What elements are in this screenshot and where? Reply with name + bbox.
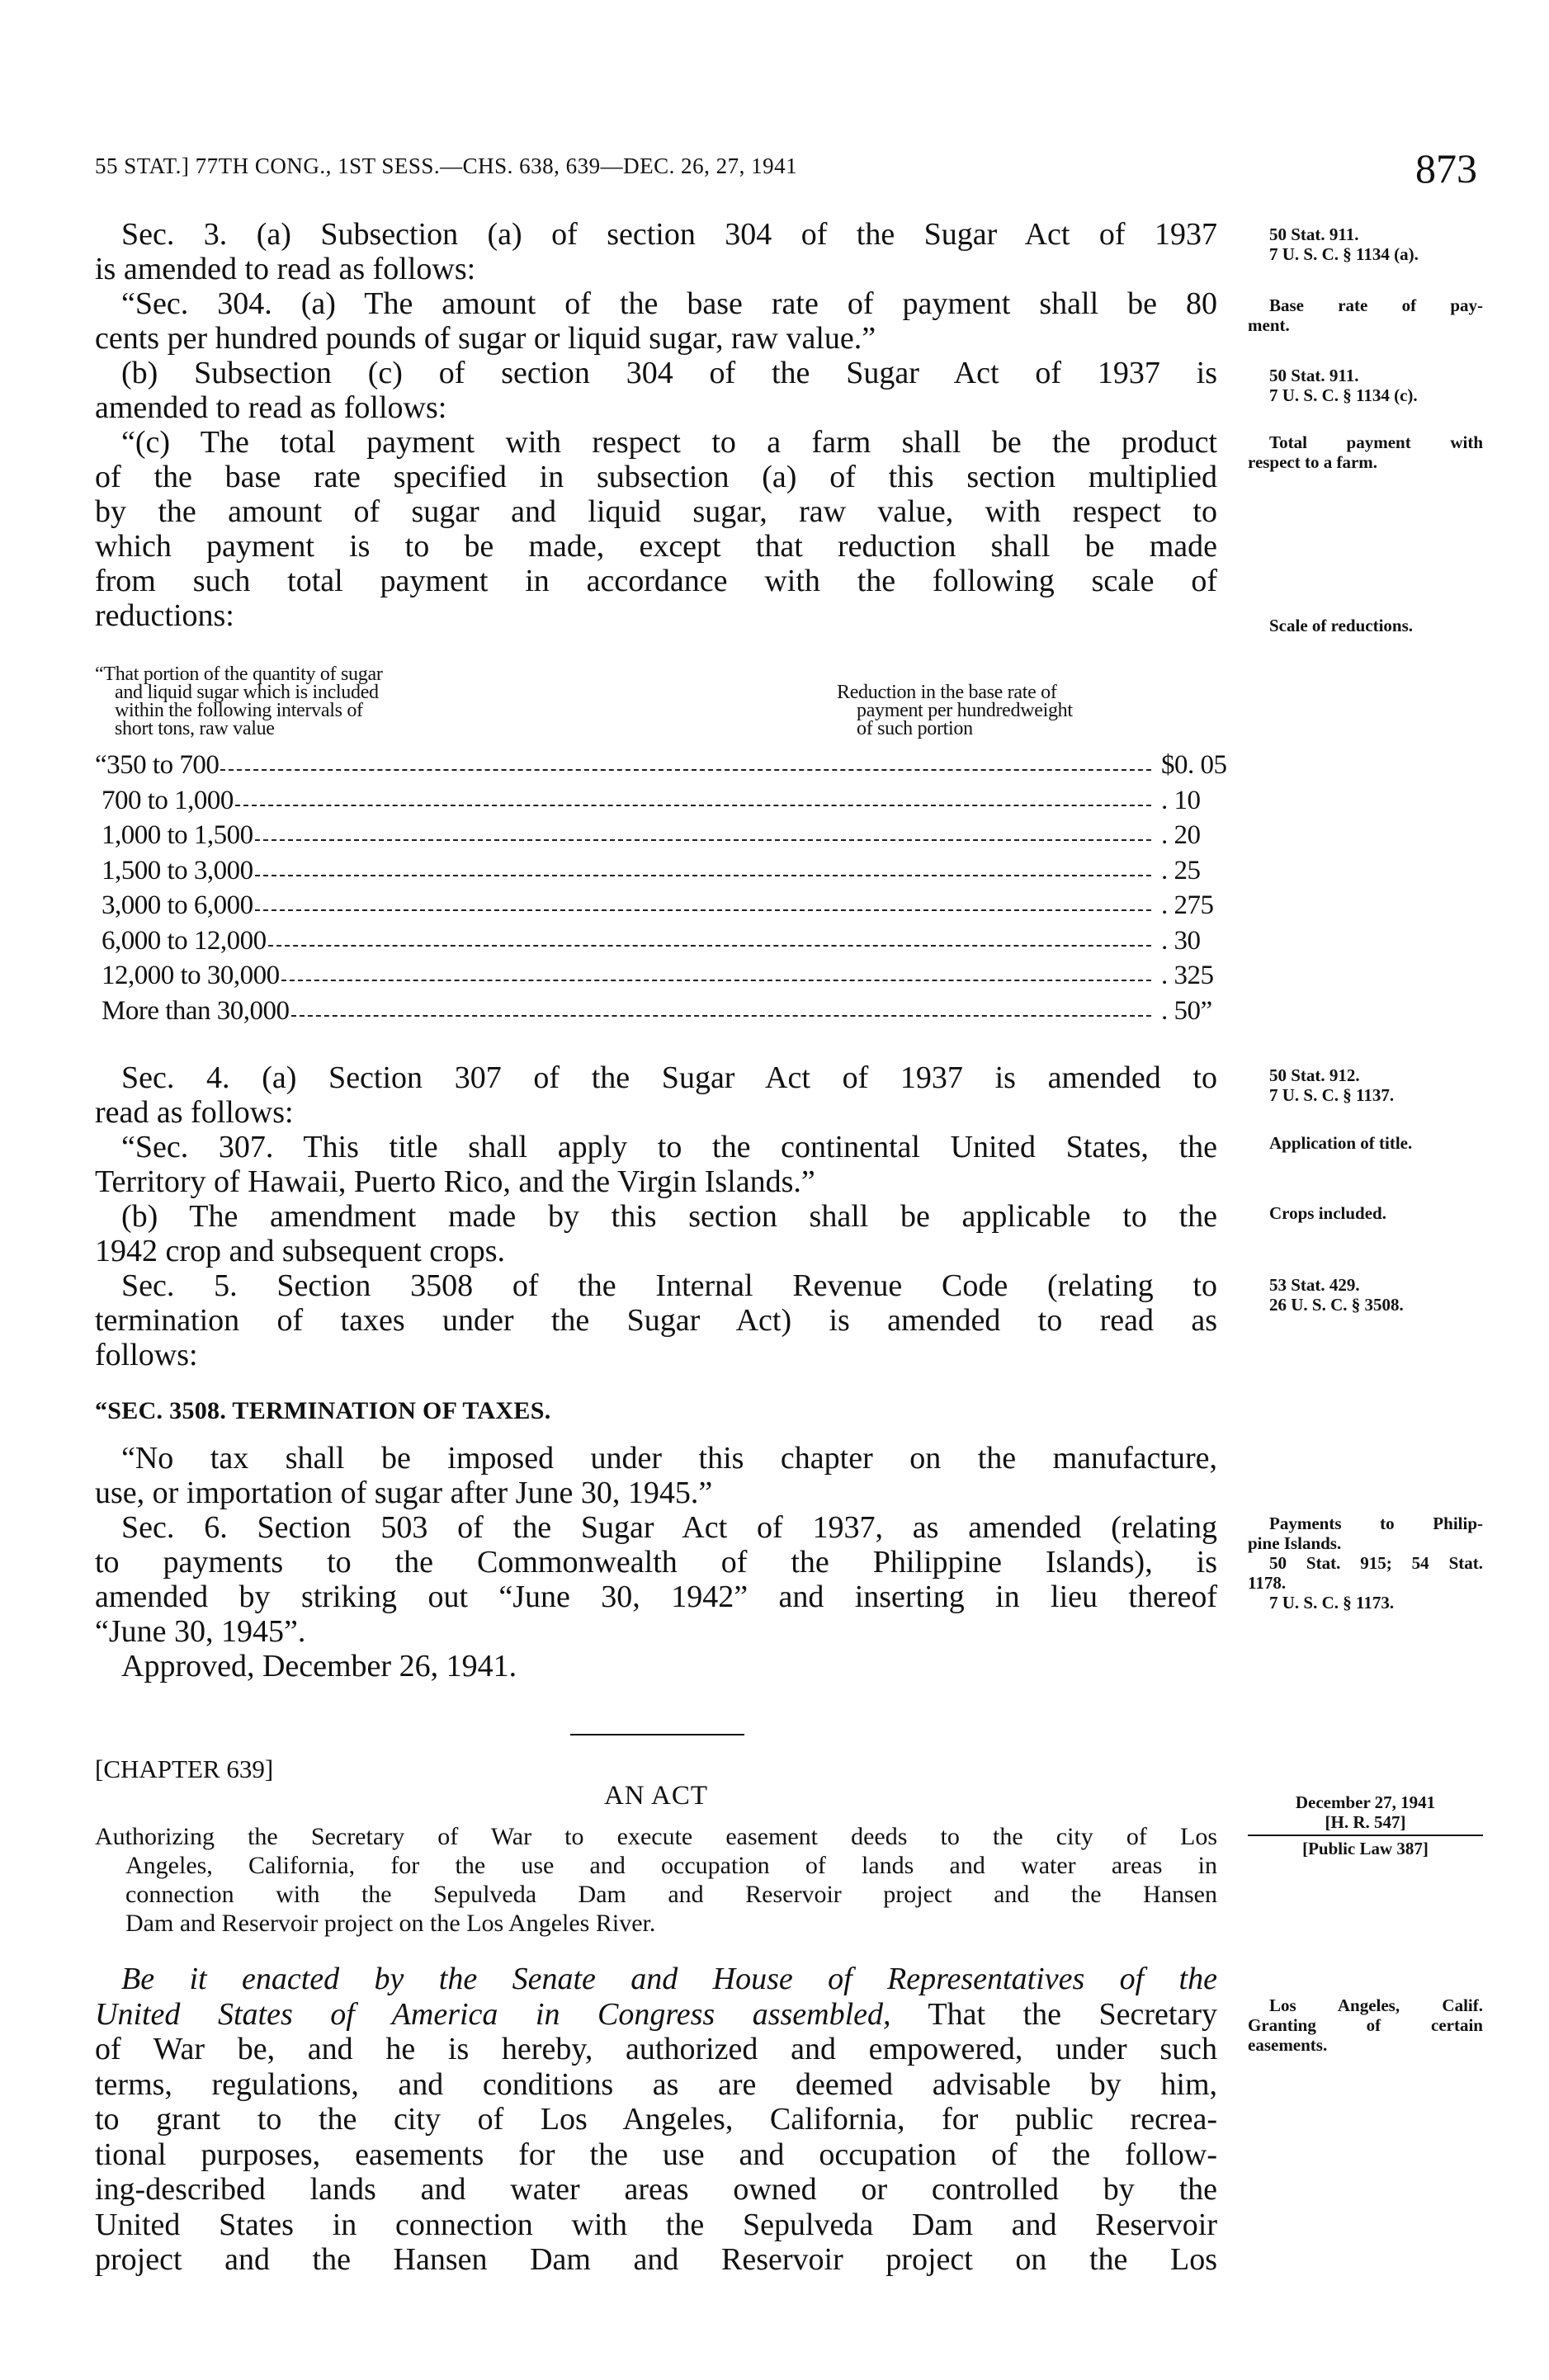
text-line: to payments to the Commonwealth of the Philippine Islands), is	[95, 1545, 1217, 1580]
dot-leader	[220, 769, 1151, 771]
header-line: “That portion of the quantity of sugar	[95, 663, 383, 685]
margin-note-line: ment.	[1248, 315, 1290, 335]
summary-line: connection with the Sepulveda Dam and Reservoir project and the Hansen	[125, 1881, 1217, 1908]
text-line: ing-described lands and water areas owned or controlled by the	[95, 2172, 1217, 2207]
margin-note-line: Scale of reductions.	[1269, 616, 1414, 635]
dot-leader	[291, 1015, 1151, 1017]
interval-range: 12,000 to 30,000	[102, 961, 280, 990]
margin-note	[1248, 1203, 1483, 1223]
margin-note-line: 7 U. S. C. § 1137.	[1269, 1085, 1395, 1105]
text-line: (b) Subsection (c) of section 304 of the Sugar Act of 1937 is	[121, 356, 1217, 390]
text-line: is amended to read as follows:	[95, 252, 476, 286]
text-line: of the base rate specified in subsection (a) of this section multiplied	[95, 460, 1217, 494]
an-act-title: AN ACT	[603, 1781, 709, 1811]
reduction-value: $0. 05	[1161, 750, 1227, 780]
text-line: project and the Hansen Dam and Reservoir project on the Los	[95, 2242, 1217, 2277]
text-line: of War be, and he is hereby, authorized and empowered, under such	[95, 2032, 1217, 2066]
text-line: Approved, December 26, 1941.	[121, 1649, 517, 1683]
text-line: Sec. 4. (a) Section 307 of the Sugar Act of 1937 is amended to	[121, 1060, 1217, 1095]
text-line: Sec. 6. Section 503 of the Sugar Act of 1937, as amended (relating	[121, 1510, 1217, 1545]
reduction-table	[95, 748, 1227, 1028]
chapter-label: [CHAPTER 639]	[95, 1754, 274, 1783]
text-line: read as follows:	[95, 1095, 294, 1130]
table-header-right	[837, 683, 1217, 738]
dot-leader	[255, 839, 1151, 841]
dot-leader	[255, 875, 1151, 876]
text-line: United States in connection with the Sepulveda Dam and Reservoir	[95, 2207, 1217, 2242]
margin-note	[1248, 432, 1483, 472]
dot-leader	[235, 805, 1151, 806]
header-line: and liquid sugar which is included	[115, 682, 379, 703]
margin-note	[1248, 366, 1483, 405]
text-line: (b) The amendment made by this section shall be applicable to the	[121, 1199, 1217, 1234]
header-line: within the following intervals of	[115, 700, 363, 721]
margin-note-line: pine Islands.	[1248, 1533, 1342, 1553]
text-line: “Sec. 304. (a) The amount of the base rate of payment shall be 80	[121, 286, 1217, 321]
text-line: “Sec. 307. This title shall apply to the continental United States, the	[121, 1130, 1217, 1164]
text-line: tional purposes, easements for the use and occupation of the follow-	[95, 2137, 1217, 2172]
margin-note-line: Application of title.	[1269, 1133, 1413, 1153]
section-4-5	[95, 1060, 1217, 1372]
reduction-value: . 10	[1161, 785, 1201, 815]
reduction-value: . 25	[1161, 855, 1201, 885]
interval-range: 3,000 to 6,000	[102, 890, 253, 920]
interval-range: 1,000 to 1,500	[102, 820, 253, 850]
text-line: which payment is to be made, except that reduction shall be made	[95, 529, 1217, 564]
bill-rule	[1248, 1835, 1483, 1836]
public-law-number: [Public Law 387]	[1302, 1839, 1429, 1858]
margin-note	[1248, 1513, 1483, 1613]
table-header-left	[95, 665, 557, 738]
margin-note	[1248, 1065, 1483, 1105]
text-line: “(c) The total payment with respect to a farm shall be the product	[121, 425, 1217, 460]
margin-note-line: 50 Stat. 911.	[1269, 366, 1359, 385]
table-row	[95, 994, 1217, 1029]
margin-note-line: Payments to Philip-	[1269, 1513, 1483, 1533]
summary-line: Angeles, California, for the use and occupation of lands and water areas in	[125, 1852, 1217, 1879]
bill-number: [H. R. 547]	[1325, 1812, 1406, 1832]
margin-note-line: 53 Stat. 429.	[1269, 1275, 1360, 1295]
interval-range: “350 to 700	[95, 750, 220, 780]
reduction-value: . 20	[1161, 820, 1201, 850]
text-line: to grant to the city of Los Angeles, California, for public recrea-	[95, 2102, 1217, 2137]
text-line: cents per hundred pounds of sugar or liquid sugar, raw value.”	[95, 321, 876, 356]
enacting-line-italic: United States of America in Congress assembled,	[95, 1996, 891, 2032]
margin-note	[1248, 1275, 1483, 1315]
divider-rule	[570, 1734, 744, 1735]
text-line: 1942 crop and subsequent crops.	[95, 1234, 506, 1268]
margin-note-line: Los Angeles, Calif.	[1269, 1995, 1483, 2015]
interval-range: 700 to 1,000	[102, 785, 234, 815]
text-line: “June 30, 1945”.	[95, 1614, 306, 1649]
margin-note-line: 7 U. S. C. § 1173.	[1269, 1593, 1395, 1613]
dot-leader	[268, 945, 1151, 947]
header-line: short tons, raw value	[115, 718, 275, 739]
section-3508-text	[95, 1441, 1217, 1510]
header-line: Reduction in the base rate of	[837, 682, 1057, 703]
header-line: of such portion	[857, 718, 973, 739]
margin-note-line: 26 U. S. C. § 3508.	[1269, 1295, 1404, 1315]
interval-range: 1,500 to 3,000	[102, 855, 253, 885]
act-summary	[95, 1822, 1217, 1938]
page-number: 873	[1415, 145, 1477, 191]
enacting-clause	[95, 1962, 1217, 2278]
enacting-line: Be it enacted by the Senate and House of Representatives of the	[121, 1962, 1217, 1996]
text-line: amended by striking out “June 30, 1942” and inserting in lieu thereof	[95, 1580, 1217, 1614]
text-line: Territory of Hawaii, Puerto Rico, and the Virgin Islands.”	[95, 1164, 815, 1199]
text-line: terms, regulations, and conditions as are deemed advisable by him,	[95, 2066, 1217, 2102]
table-row	[95, 958, 1217, 994]
summary-line: Authorizing the Secretary of War to execute easement deeds to the city of Los	[95, 1823, 1217, 1850]
margin-note	[1248, 224, 1483, 264]
text-line: follows:	[95, 1338, 198, 1372]
table-row	[95, 888, 1217, 923]
section-3	[95, 217, 1217, 633]
running-head: 55 STAT.] 77TH CONG., 1ST SESS.—CHS. 638, 639—DEC. 26, 27, 1941	[95, 153, 798, 178]
margin-note	[1248, 1995, 1483, 2055]
table-row	[95, 923, 1217, 959]
reduction-value: . 30	[1161, 925, 1201, 956]
margin-note	[1248, 295, 1483, 335]
interval-range: More than 30,000	[102, 995, 290, 1026]
margin-note-line: Granting of certain	[1248, 2015, 1483, 2035]
table-row	[95, 853, 1217, 889]
text-line: Sec. 3. (a) Subsection (a) of section 304 of the Sugar Act of 1937	[121, 217, 1217, 252]
margin-note	[1248, 616, 1483, 635]
margin-note-line: 50 Stat. 912.	[1269, 1065, 1360, 1085]
approval-date: December 27, 1941	[1295, 1792, 1436, 1812]
text-line: Sec. 5. Section 3508 of the Internal Revenue Code (relating to	[121, 1268, 1217, 1303]
margin-note-line: respect to a farm.	[1248, 452, 1378, 472]
margin-note-line: Base rate of pay-	[1269, 295, 1483, 315]
interval-range: 6,000 to 12,000	[102, 925, 267, 956]
margin-note-line: Total payment with	[1269, 432, 1483, 452]
margin-note-line: 7 U. S. C. § 1134 (c).	[1269, 385, 1418, 405]
table-row	[95, 818, 1217, 853]
margin-note-line: easements.	[1248, 2035, 1328, 2055]
dot-leader	[255, 909, 1151, 911]
bill-info	[1248, 1792, 1483, 1858]
text-line: reductions:	[95, 598, 234, 633]
text-line: from such total payment in accordance with the following scale of	[95, 564, 1217, 598]
text-line: use, or importation of sugar after June 30, 1945.”	[95, 1476, 713, 1510]
summary-line: Dam and Reservoir project on the Los Angeles River.	[125, 1910, 656, 1937]
dot-leader	[281, 980, 1151, 981]
text-line: termination of taxes under the Sugar Act) is amended to read as	[95, 1303, 1217, 1338]
margin-note-line: 1178.	[1248, 1573, 1287, 1593]
section-3508-heading: “SEC. 3508. TERMINATION OF TAXES.	[95, 1397, 551, 1424]
margin-note-line: 50 Stat. 915; 54 Stat.	[1269, 1553, 1483, 1573]
margin-note-line: 7 U. S. C. § 1134 (a).	[1269, 244, 1419, 264]
margin-note	[1248, 1133, 1483, 1153]
header-line: payment per hundredweight	[857, 700, 1073, 721]
table-row	[95, 748, 1227, 783]
enacting-line-rest: That the Secretary	[890, 1996, 1217, 2032]
margin-note-line: 50 Stat. 911.	[1269, 224, 1359, 244]
text-line: by the amount of sugar and liquid sugar, raw value, with respect to	[95, 494, 1217, 529]
margin-note-line: Crops included.	[1269, 1203, 1386, 1223]
reduction-value: . 325	[1161, 961, 1214, 990]
table-row	[95, 783, 1217, 819]
text-line: amended to read as follows:	[95, 390, 447, 425]
text-line: “No tax shall be imposed under this chapter on the manufacture,	[121, 1441, 1217, 1476]
reduction-value: . 50”	[1161, 995, 1212, 1026]
section-6	[95, 1510, 1217, 1683]
reduction-value: . 275	[1161, 890, 1214, 920]
